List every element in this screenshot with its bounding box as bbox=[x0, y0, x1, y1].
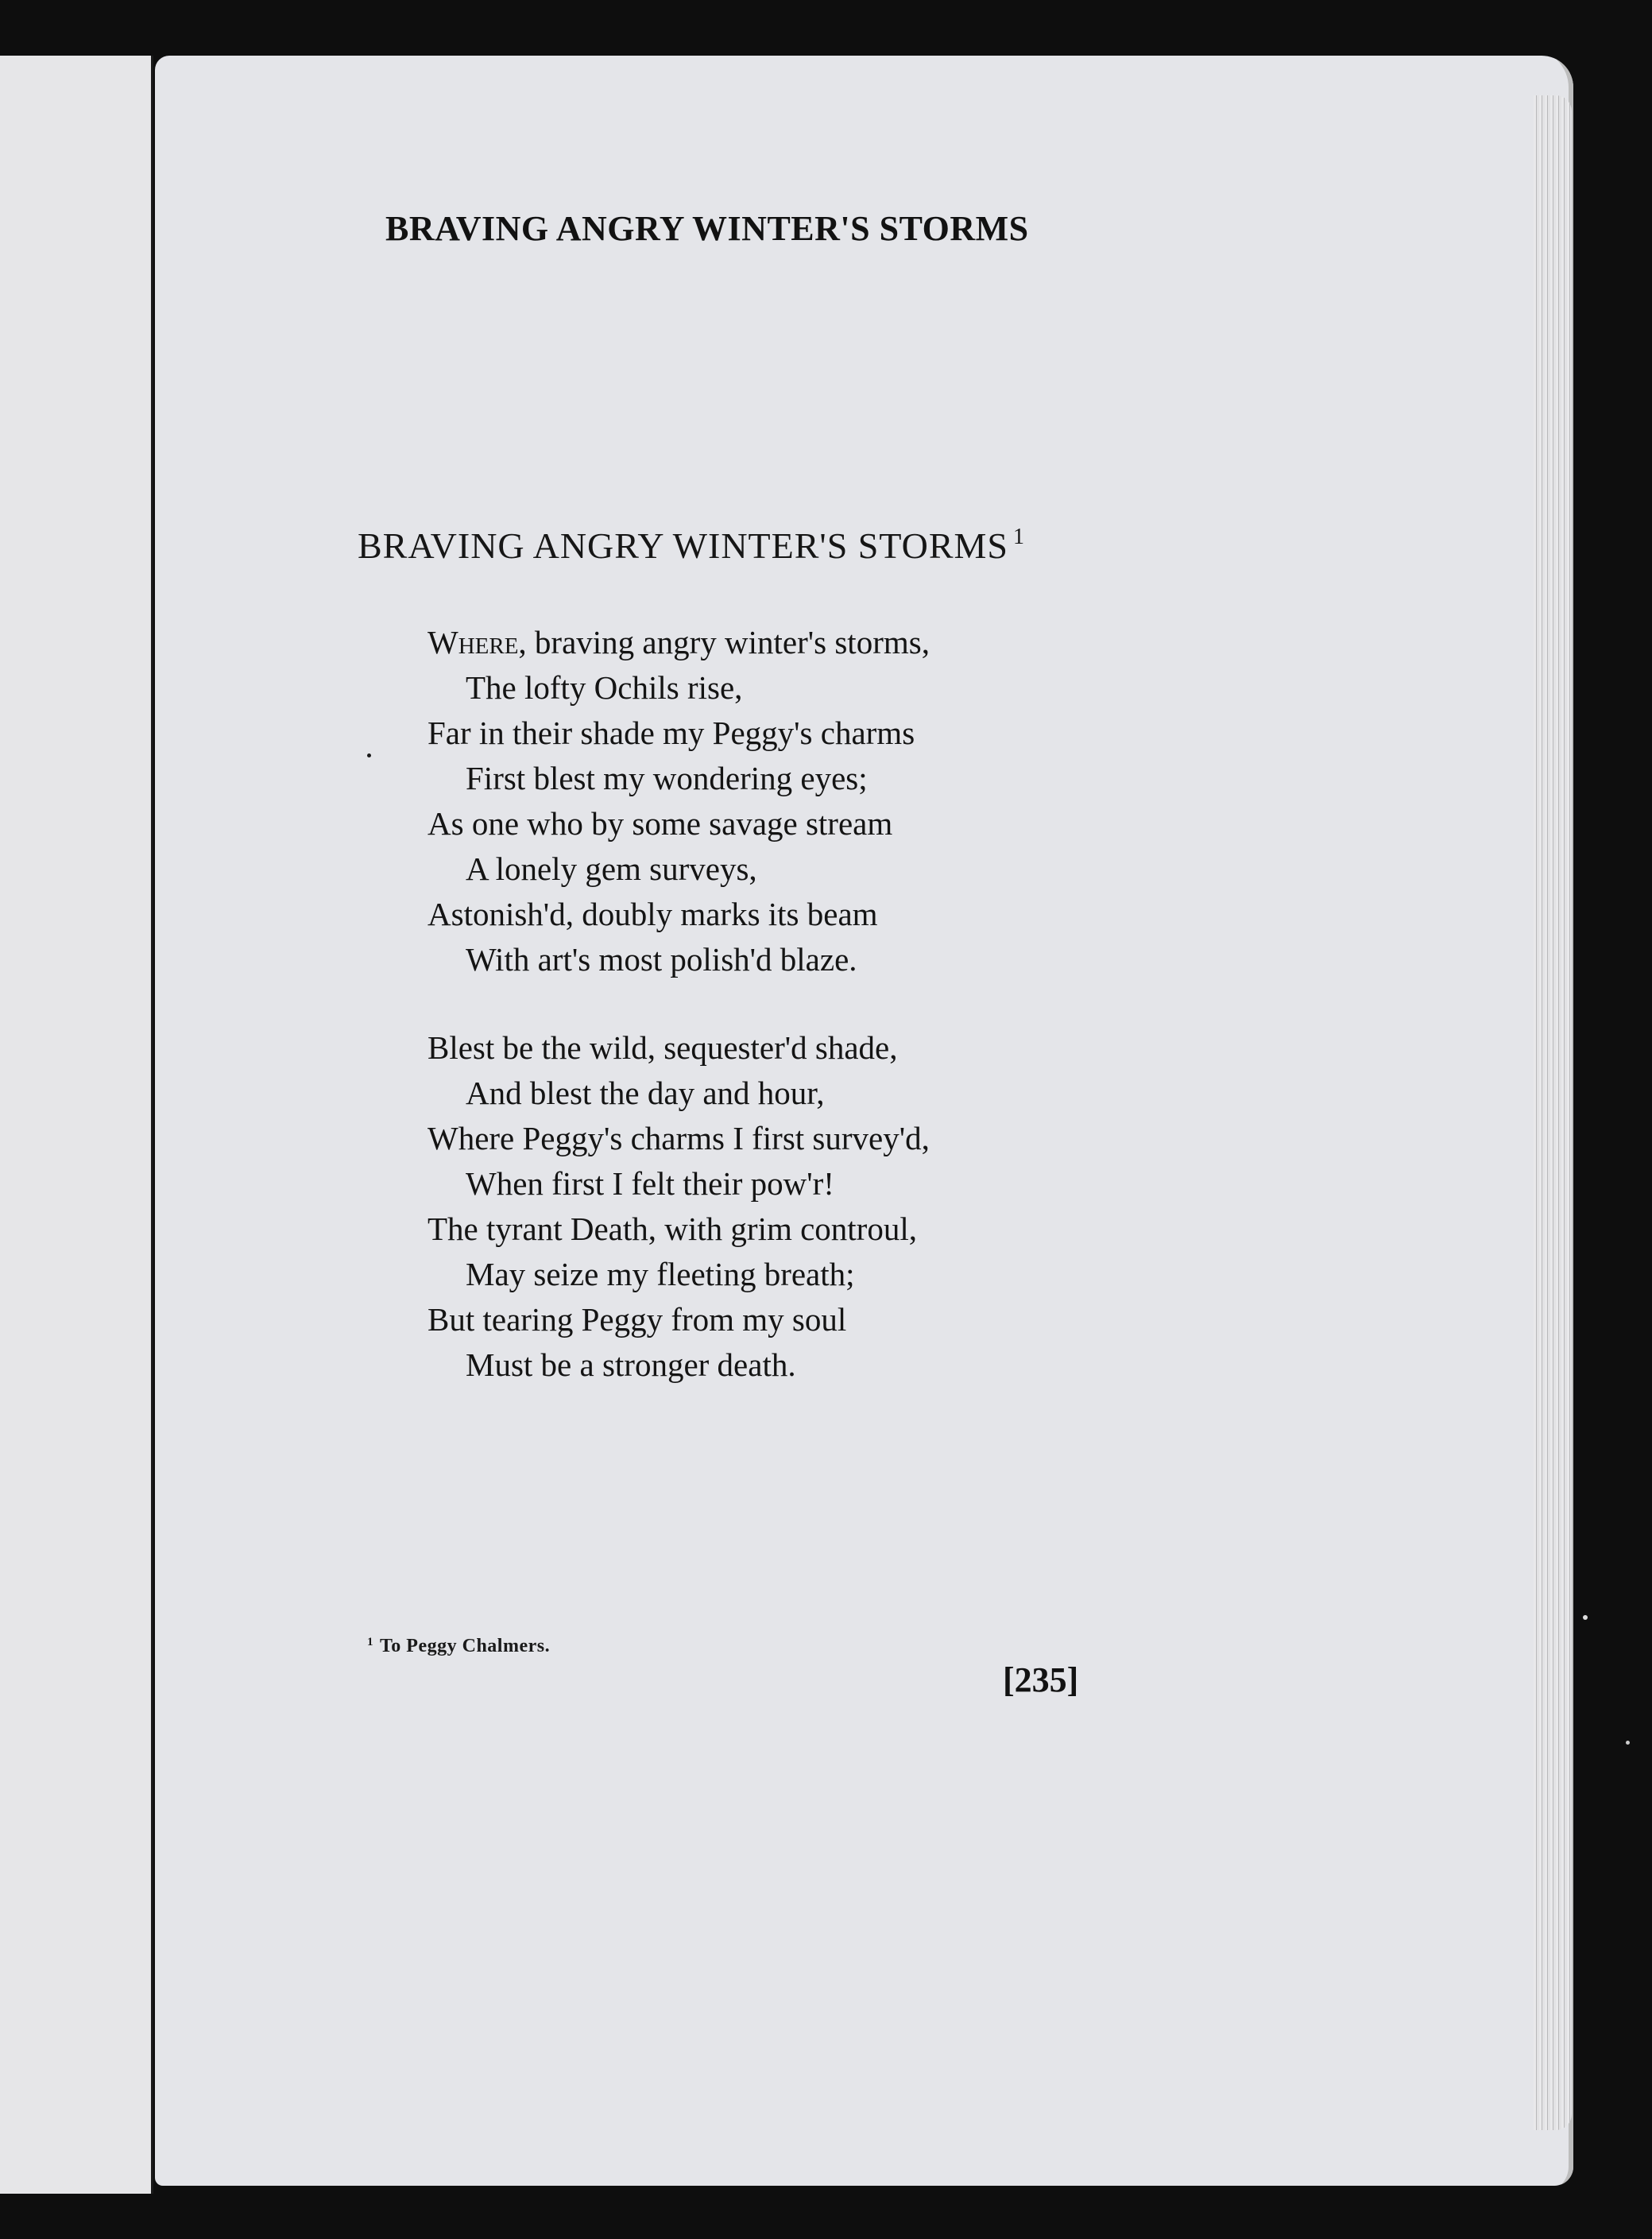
footnote bbox=[367, 1636, 550, 1657]
page-number: [235] bbox=[1003, 1660, 1079, 1699]
poem-line: When first I felt their pow'r! bbox=[466, 1165, 834, 1202]
poem-line: Far in their shade my Peggy's charms bbox=[428, 715, 915, 751]
poem-line: May seize my fleeting breath; bbox=[466, 1256, 855, 1292]
footnote-text: To Peggy Chalmers. bbox=[380, 1636, 551, 1656]
poem-line: The lofty Ochils rise, bbox=[466, 669, 743, 706]
facing-page-edge bbox=[0, 56, 153, 2194]
running-head: BRAVING ANGRY WINTER'S STORMS bbox=[385, 209, 1029, 248]
title-footnote-marker: 1 bbox=[1013, 525, 1026, 549]
scan-speck bbox=[1583, 1615, 1588, 1620]
stanza-2 bbox=[428, 1025, 1143, 1388]
poem-line bbox=[428, 620, 1143, 665]
poem-line-text: , braving angry winter's storms, bbox=[518, 624, 930, 660]
poem-line: And blest the day and hour, bbox=[466, 1075, 825, 1111]
poem-line: The tyrant Death, with grim controul, bbox=[428, 1211, 917, 1247]
poem-line: Where Peggy's charms I first survey'd, bbox=[428, 1120, 930, 1156]
footnote-marker: 1 bbox=[367, 1636, 373, 1648]
poem-line: With art's most polish'd blaze. bbox=[466, 941, 857, 978]
poem-title bbox=[358, 525, 1025, 567]
poem-line: Must be a stronger death. bbox=[466, 1346, 796, 1383]
page-stack-edge bbox=[1534, 95, 1572, 2130]
poem-title-text: BRAVING ANGRY WINTER'S STORMS bbox=[358, 525, 1009, 566]
poem-line: A lonely gem surveys, bbox=[466, 850, 757, 887]
stanza-1 bbox=[428, 620, 1143, 982]
poem-line: Blest be the wild, sequester'd shade, bbox=[428, 1029, 898, 1066]
drop-word: Where bbox=[428, 624, 519, 660]
poem-line: Astonish'd, doubly marks its beam bbox=[428, 896, 878, 932]
scan-speck bbox=[1626, 1741, 1630, 1745]
poem-line: As one who by some savage stream bbox=[428, 805, 893, 842]
scan-speck bbox=[367, 753, 371, 757]
poem-line: But tearing Peggy from my soul bbox=[428, 1301, 847, 1338]
poem-line: First blest my wondering eyes; bbox=[466, 760, 868, 796]
